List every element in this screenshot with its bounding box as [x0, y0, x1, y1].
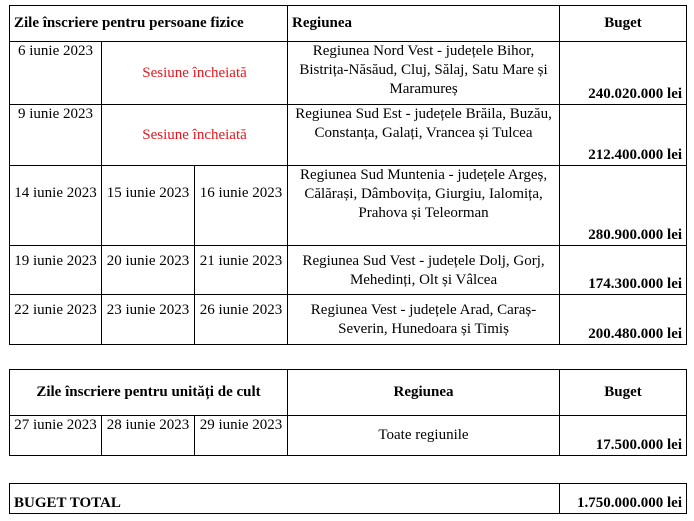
- date-cell: 20 iunie 2023: [102, 246, 195, 295]
- table-row: [10, 295, 687, 345]
- date-cell: 26 iunie 2023: [195, 295, 288, 345]
- table-row: [10, 105, 687, 166]
- date-cell: 6 iunie 2023: [10, 42, 102, 105]
- date-cell: 15 iunie 2023: [102, 166, 195, 246]
- table-row: [10, 416, 687, 456]
- region-cell: Regiunea Sud Muntenia - județele Argeș, Călărași, Dâmbovița, Giurgiu, Ialomița, Prahova și Teleorman: [288, 166, 560, 246]
- date-cell: 16 iunie 2023: [195, 166, 288, 246]
- table-header-row: [10, 6, 687, 42]
- total-label: BUGET TOTAL: [10, 484, 560, 514]
- budget-cell: 174.300.000 lei: [560, 246, 687, 295]
- header-regiunea: Regiunea: [288, 6, 560, 42]
- date-cell: 29 iunie 2023: [195, 416, 288, 456]
- budget-cell: 200.480.000 lei: [560, 295, 687, 345]
- table-row: [10, 42, 687, 105]
- region-cell: Regiunea Sud Vest - județele Dolj, Gorj, Mehedinți, Olt și Vâlcea: [288, 246, 560, 295]
- total-row: [10, 484, 687, 514]
- region-cell: Toate regiunile: [288, 416, 560, 456]
- table-unitati-cult: [9, 369, 687, 456]
- header-buget: Buget: [560, 6, 687, 42]
- region-cell: Regiunea Nord Vest - județele Bihor, Bistrița-Năsăud, Cluj, Sălaj, Satu Mare și Maramureș: [288, 42, 560, 105]
- header-regiunea: Regiunea: [288, 370, 560, 416]
- table-header-row: [10, 370, 687, 416]
- header-zile: Zile înscriere pentru unități de cult: [10, 370, 288, 416]
- budget-cell: 240.020.000 lei: [560, 42, 687, 105]
- status-badge: Sesiune încheiată: [102, 105, 288, 166]
- table-persoane-fizice: [9, 5, 687, 345]
- header-zile: Zile înscriere pentru persoane fizice: [10, 6, 288, 42]
- region-cell: Regiunea Vest - județele Arad, Caraș-Severin, Hunedoara și Timiș: [288, 295, 560, 345]
- budget-cell: 280.900.000 lei: [560, 166, 687, 246]
- date-cell: 22 iunie 2023: [10, 295, 102, 345]
- table-buget-total: [9, 483, 687, 514]
- date-cell: 9 iunie 2023: [10, 105, 102, 166]
- date-cell: 14 iunie 2023: [10, 166, 102, 246]
- status-badge: Sesiune încheiată: [102, 42, 288, 105]
- date-cell: 23 iunie 2023: [102, 295, 195, 345]
- date-cell: 21 iunie 2023: [195, 246, 288, 295]
- budget-cell: 17.500.000 lei: [560, 416, 687, 456]
- table-row: [10, 166, 687, 246]
- date-cell: 27 iunie 2023: [10, 416, 102, 456]
- table-row: [10, 246, 687, 295]
- header-buget: Buget: [560, 370, 687, 416]
- date-cell: 19 iunie 2023: [10, 246, 102, 295]
- total-value: 1.750.000.000 lei: [560, 484, 687, 514]
- region-cell: Regiunea Sud Est - județele Brăila, Buzău, Constanța, Galați, Vrancea și Tulcea: [288, 105, 560, 166]
- budget-cell: 212.400.000 lei: [560, 105, 687, 166]
- date-cell: 28 iunie 2023: [102, 416, 195, 456]
